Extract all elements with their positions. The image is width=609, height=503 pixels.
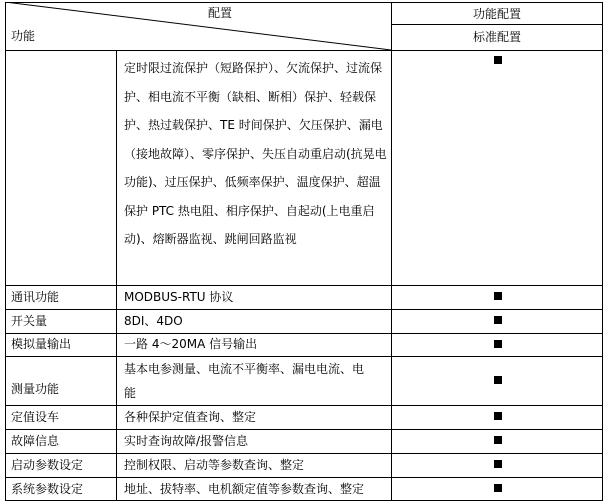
- column-divider-standard: [391, 2, 392, 501]
- header-config-label: 配置: [208, 6, 233, 20]
- row-feature-communication: 通讯功能: [11, 290, 60, 304]
- row-description-measurement-line2: 能: [124, 386, 137, 400]
- protection-description: 定时限过流保护（短路保护）、欠流保护、过流保护、相电流不平衡（缺相、断相）保护、轻载保护、热过载保护、TE 时间保护、欠压保护、漏电（接地故障）、零序保护、失压自动重启动(抗晃电功能)、过压保护、低频率保护、温度保护、超温保护 PTC 热电阻、相序保护、自起动(上电重启动)、熔断器监视、跳闸回路监视: [124, 61, 387, 246]
- header-standard-config-label: 标准配置: [473, 30, 522, 44]
- row-standard-mark: [494, 316, 502, 324]
- row-feature-measurement: 测量功能: [11, 382, 60, 396]
- row-line: [5, 309, 603, 310]
- row-line: [5, 405, 603, 406]
- row-feature-analog-output: 模拟量输出: [11, 337, 72, 351]
- row-standard-mark: [494, 412, 502, 420]
- function-config-table: [5, 2, 603, 501]
- row-standard-mark: [494, 436, 502, 444]
- row-feature-startup-params: 启动参数设定: [11, 458, 84, 472]
- row-description-switch: 8DI、4DO: [124, 314, 183, 328]
- row-description-system-params: 地址、拔特率、电机额定值等参数查询、整定: [124, 482, 365, 496]
- row-description-startup-params: 控制权限、启动等参数查询、整定: [124, 458, 305, 472]
- row-line: [5, 285, 603, 286]
- row-description-setpoint: 各种保护定值查询、整定: [124, 410, 257, 424]
- header-function-label: 功能: [11, 29, 36, 43]
- row-line: [5, 356, 603, 357]
- row-standard-mark: [494, 376, 502, 384]
- row-description-measurement-line1: 基本电参测量、电流不平衡率、漏电电流、电: [124, 362, 365, 376]
- row-line: [5, 477, 603, 478]
- row-description-communication: MODBUS-RTU 协议: [124, 290, 234, 304]
- row-standard-mark: [494, 484, 502, 492]
- row-standard-mark: [494, 460, 502, 468]
- protection-standard-mark: [494, 56, 502, 64]
- row-line: [5, 429, 603, 430]
- row-feature-setpoint: 定值设车: [11, 410, 60, 424]
- table-border-bottom: [5, 500, 603, 501]
- column-divider-feature: [116, 50, 117, 501]
- table-border-right: [602, 2, 603, 501]
- row-feature-switch: 开关量: [11, 314, 48, 328]
- table-border-left: [5, 2, 6, 501]
- header-func-config-label: 功能配置: [473, 7, 522, 21]
- row-standard-mark: [494, 292, 502, 300]
- row-feature-fault-info: 故障信息: [11, 434, 60, 448]
- row-line: [5, 333, 603, 334]
- row-feature-system-params: 系统参数设定: [11, 482, 84, 496]
- row-description-fault-info: 实时查询故障/报警信息: [124, 434, 249, 448]
- row-line: [5, 453, 603, 454]
- row-standard-mark: [494, 340, 502, 348]
- row-description-analog-output: 一路 4～20MA 信号输出: [124, 337, 258, 351]
